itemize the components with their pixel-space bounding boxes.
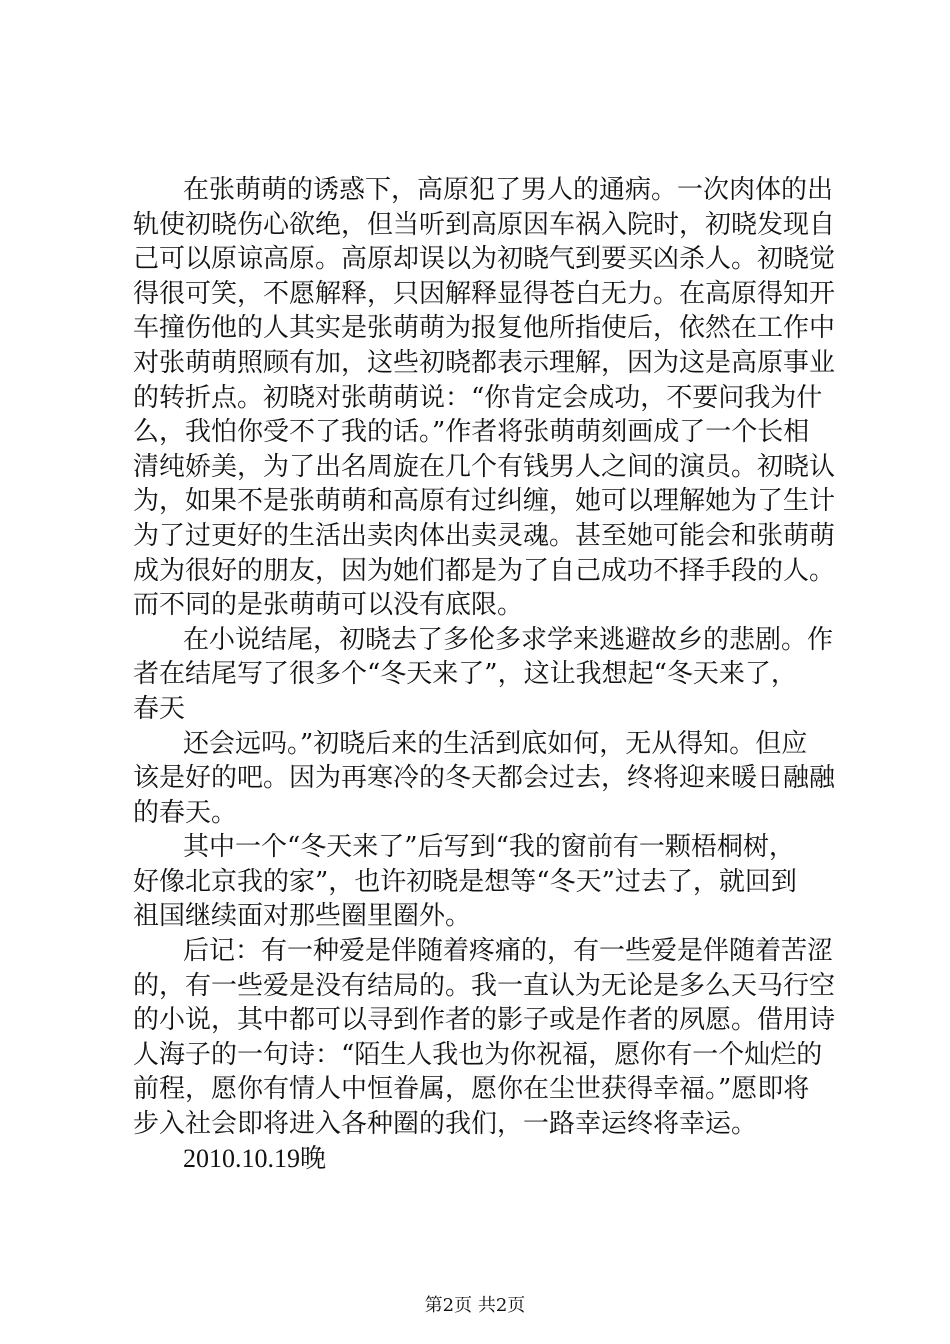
- text-line: 而不同的是张萌萌可以没有底限。: [133, 590, 524, 621]
- text-line: 车撞伤他的人其实是张萌萌为报复他所指使后，依然在工作中: [133, 313, 836, 344]
- text-line: 成为很好的朋友，因为她们都是为了自己成功不择手段的人。: [133, 555, 836, 586]
- text-line: 后记：有一种爱是伴随着疼痛的，有一些爱是伴随着苦涩: [183, 936, 834, 967]
- text-line: 的，有一些爱是没有结局的。我一直认为无论是多么天马行空: [133, 970, 836, 1001]
- text-line: 人海子的一句诗：“陌生人我也为你祝福，愿你有一个灿烂的: [133, 1039, 823, 1070]
- text-line: 前程，愿你有情人中恒眷属，愿你在尘世获得幸福。”愿即将: [133, 1074, 810, 1105]
- text-line: 在小说结尾，初晓去了多伦多求学来逃避故乡的悲剧。作: [183, 624, 834, 655]
- text-line: 步入社会即将进入各种圈的我们，一路幸运终将幸运。: [133, 1109, 758, 1140]
- text-line: 得很可笑，不愿解释，只因解释显得苍白无力。在高原得知开: [133, 278, 836, 309]
- text-line: 祖国继续面对那些圈里圈外。: [133, 901, 472, 932]
- text-line: 还会远吗。”初晓后来的生活到底如何，无从得知。但应: [183, 728, 808, 759]
- text-line: 好像北京我的家”，也许初晓是想等“冬天”过去了，就回到: [133, 866, 797, 897]
- document-body: [133, 173, 836, 1176]
- text-line: 的转折点。初晓对张萌萌说：“你肯定会成功，不要问我为什: [133, 382, 823, 413]
- text-line: 清纯娇美，为了出名周旋在几个有钱男人之间的演员。初晓认: [133, 451, 836, 482]
- text-line: 在张萌萌的诱惑下，高原犯了男人的通病。一次肉体的出: [183, 175, 834, 205]
- text-line: 己可以原谅高原。高原却误以为初晓气到要买凶杀人。初晓觉: [133, 244, 836, 275]
- text-line: 轨使初晓伤心欲绝，但当听到高原因车祸入院时，初晓发现自: [133, 209, 836, 240]
- text-line: 该是好的吧。因为再寒冷的冬天都会过去，终将迎来暖日融融: [133, 763, 836, 794]
- text-line: 的春天。: [133, 797, 238, 828]
- text-line: 春天: [133, 693, 186, 724]
- text-line: 者在结尾写了很多个“冬天来了”，这让我想起“冬天来了，: [133, 659, 797, 690]
- text-line: 么，我怕你受不了我的话。”作者将张萌萌刻画成了一个长相: [133, 417, 810, 448]
- text-line: 为了过更好的生活出卖肉体出卖灵魂。甚至她可能会和张萌萌: [133, 520, 836, 551]
- text-line: 为，如果不是张萌萌和高原有过纠缠，她可以理解她为了生计: [133, 486, 836, 517]
- text-line: 的小说，其中都可以寻到作者的影子或是作者的夙愿。借用诗: [133, 1005, 836, 1036]
- text-line: 对张萌萌照顾有加，这些初晓都表示理解，因为这是高原事业: [133, 347, 836, 378]
- page-footer: 第2页 共2页: [424, 1295, 526, 1316]
- text-line: 其中一个“冬天来了”后写到“我的窗前有一颗梧桐树，: [183, 832, 795, 863]
- document-date: 2010.10.19晚: [183, 1143, 327, 1173]
